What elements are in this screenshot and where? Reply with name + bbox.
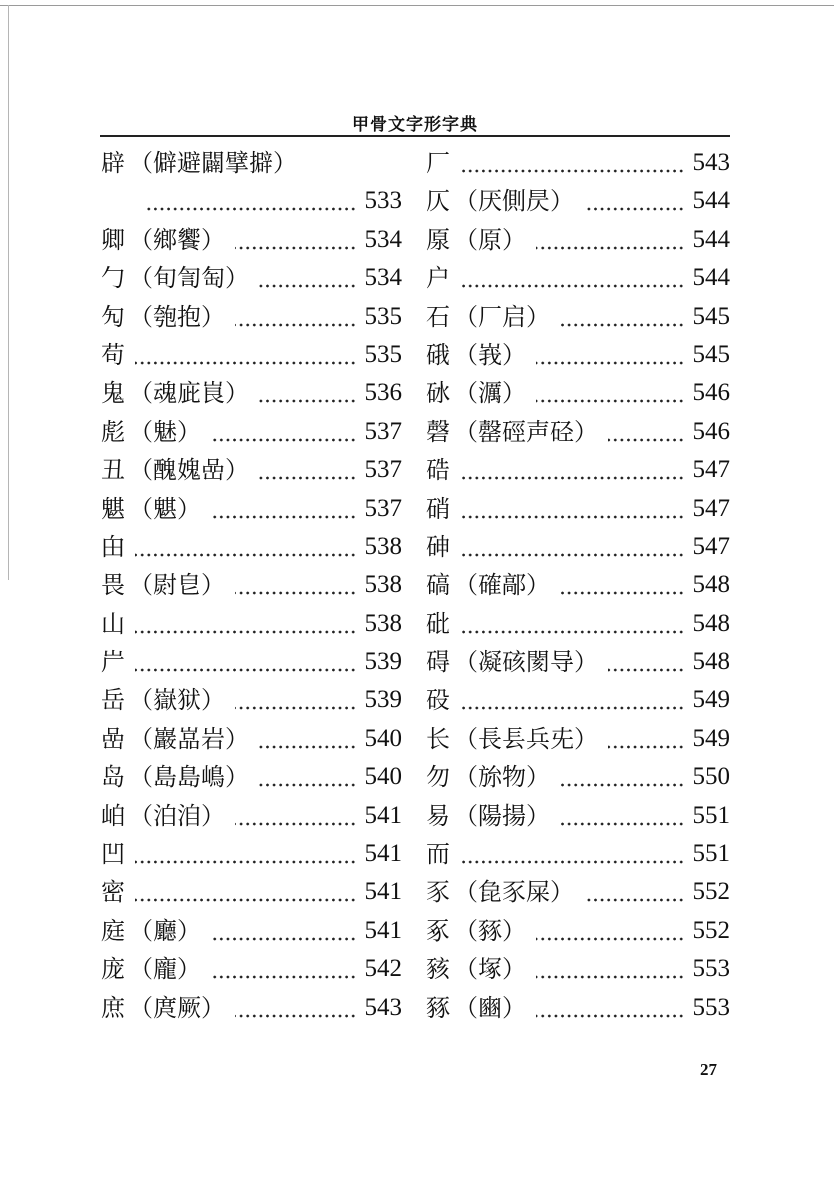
entry-variants: （魅） <box>129 417 201 446</box>
dot-leader <box>259 758 357 796</box>
page-number: 27 <box>700 1060 717 1079</box>
entry-page-number: 538 <box>364 571 402 599</box>
entry-page-number: 551 <box>692 840 730 868</box>
entry-headword: 辟 <box>101 149 125 177</box>
entry-variants: （廳） <box>129 916 201 945</box>
entry-variants: （㷉皀） <box>129 571 225 600</box>
index-entry <box>101 336 402 374</box>
index-entry <box>426 566 730 604</box>
entry-headword: 苟 <box>101 340 125 369</box>
entry-headword: 勼 <box>101 302 125 331</box>
entry-headword: 甶 <box>101 532 125 561</box>
entry-variants: （庹厥） <box>129 993 225 1022</box>
index-entry <box>101 643 402 681</box>
entry-headword: 密 <box>101 878 125 907</box>
entry-headword: 凹 <box>101 840 125 869</box>
index-entry <box>101 835 402 873</box>
entry-headword: 卿 <box>101 225 125 254</box>
entry-variants: （塚） <box>454 955 526 984</box>
index-entry <box>426 144 730 182</box>
index-entry <box>426 221 730 259</box>
entry-page-number: 552 <box>692 878 730 906</box>
entry-variants: （嶽狱） <box>129 686 225 715</box>
entry-page-number: 537 <box>364 417 402 445</box>
entry-variants: （陽揚） <box>454 801 550 830</box>
dot-leader <box>460 490 685 528</box>
index-entry <box>101 720 402 758</box>
dot-leader <box>211 490 357 528</box>
index-entry <box>101 144 402 182</box>
entry-variants: （峩） <box>454 340 526 369</box>
entry-page-number: 550 <box>692 763 730 791</box>
index-entry <box>101 490 402 528</box>
entry-variants: （巖嵓岩） <box>129 724 249 753</box>
entry-variants: （豩） <box>454 916 526 945</box>
dot-leader <box>235 681 357 719</box>
entry-headword: 砒 <box>426 609 450 638</box>
entry-page-number: 539 <box>364 686 402 714</box>
dot-leader <box>560 566 685 604</box>
entry-page-number: 533 <box>364 187 402 215</box>
dot-leader <box>235 221 357 259</box>
entry-headword: 厂 <box>426 149 450 177</box>
entry-variants: （厌側昃） <box>454 187 574 216</box>
entry-page-number: 545 <box>692 302 730 330</box>
entry-page-number: 536 <box>364 379 402 407</box>
entry-page-number: 547 <box>692 532 730 560</box>
index-entry <box>101 221 402 259</box>
index-entry <box>101 528 402 566</box>
entry-headword: 石 <box>426 302 450 331</box>
entry-headword: 硞 <box>426 456 450 485</box>
index-entry <box>101 451 402 489</box>
dot-leader <box>536 221 685 259</box>
entry-page-number: 548 <box>692 571 730 599</box>
dot-leader <box>135 873 357 911</box>
dot-leader <box>235 797 357 835</box>
entry-page-number: 548 <box>692 609 730 637</box>
entry-variants: （僻避闢擘擗） <box>129 149 297 177</box>
entry-variants: （原） <box>454 225 526 254</box>
entry-headword: 碻 <box>426 571 450 600</box>
entry-headword: 磬 <box>426 417 450 446</box>
index-entry <box>101 566 402 604</box>
entry-variants: （醜媿嵒） <box>129 456 249 485</box>
dot-leader <box>211 912 357 950</box>
dot-leader <box>135 643 357 681</box>
dot-leader <box>608 643 685 681</box>
entry-headword: 山 <box>101 609 125 638</box>
entry-variants: （豳） <box>454 993 526 1022</box>
entry-headword: 户 <box>426 264 450 293</box>
dot-leader <box>536 912 685 950</box>
entry-headword: 岛 <box>101 763 125 792</box>
entry-variants: （匏抱） <box>129 302 225 331</box>
entry-headword: 鬼 <box>101 379 125 408</box>
entry-page-number: 544 <box>692 264 730 292</box>
dot-leader <box>584 873 685 911</box>
entry-headword: 勿 <box>426 763 450 792</box>
entry-page-number: 537 <box>364 456 402 484</box>
index-column-right <box>426 144 730 1027</box>
scan-edge-left <box>8 5 9 580</box>
entry-headword: 丑 <box>101 456 125 485</box>
index-column-left <box>101 144 402 1027</box>
entry-variants: （島島嶋） <box>129 763 249 792</box>
dot-leader <box>560 797 685 835</box>
entry-page-number: 541 <box>364 801 402 829</box>
entry-headword: 豕 <box>426 878 450 907</box>
entry-headword: 而 <box>426 840 450 869</box>
dot-leader <box>536 989 685 1027</box>
index-entry <box>101 989 402 1027</box>
dot-leader <box>211 413 357 451</box>
dot-leader <box>135 605 357 643</box>
dot-leader <box>460 528 685 566</box>
entry-page-number: 546 <box>692 379 730 407</box>
entry-variants: （泊洎） <box>129 801 225 830</box>
entry-page-number: 541 <box>364 916 402 944</box>
entry-headword: 岶 <box>101 801 125 830</box>
dot-leader <box>259 374 357 412</box>
entry-headword: 庞 <box>101 955 125 984</box>
entry-variants: （旀物） <box>454 763 550 792</box>
entry-page-number: 535 <box>364 340 402 368</box>
entry-variants: （龐） <box>129 955 201 984</box>
index-entry <box>101 912 402 950</box>
entry-variants: （凝硋閡导） <box>454 648 598 677</box>
index-entry <box>426 528 730 566</box>
entry-page-number: 538 <box>364 609 402 637</box>
dot-leader <box>560 298 685 336</box>
dot-leader <box>460 681 685 719</box>
index-entry <box>101 681 402 719</box>
dot-leader <box>460 451 685 489</box>
index-entry <box>101 298 402 336</box>
index-entry <box>101 873 402 911</box>
entry-headword: 岳 <box>101 686 125 715</box>
index-entry <box>101 413 402 451</box>
entry-page-number: 541 <box>364 840 402 868</box>
entry-page-number: 548 <box>692 648 730 676</box>
dot-leader <box>608 720 685 758</box>
index-entry <box>426 605 730 643</box>
entry-page-number: 534 <box>364 264 402 292</box>
entry-headword: 厡 <box>426 225 450 254</box>
dot-leader <box>235 298 357 336</box>
dot-leader <box>560 758 685 796</box>
index-entry <box>426 643 730 681</box>
entry-headword: 豩 <box>426 993 450 1022</box>
dot-leader <box>135 336 357 374</box>
index-entry <box>426 182 730 220</box>
dot-leader <box>235 989 357 1027</box>
entry-headword: 仄 <box>426 187 450 216</box>
index-entry <box>426 336 730 374</box>
dot-leader <box>135 835 357 873</box>
index-entry <box>426 720 730 758</box>
entry-variants: （確鄗） <box>454 571 550 600</box>
entry-page-number: 543 <box>364 993 402 1021</box>
entry-headword: 豖 <box>426 916 450 945</box>
entry-variants: （魌） <box>129 494 201 523</box>
entry-page-number: 547 <box>692 494 730 522</box>
running-head-title: 甲骨文字形字典 <box>352 115 478 135</box>
entry-page-number: 541 <box>364 878 402 906</box>
entry-page-number: 538 <box>364 532 402 560</box>
entry-page-number: 544 <box>692 225 730 253</box>
entry-headword: 彪 <box>101 417 125 446</box>
index-entry <box>101 182 402 220</box>
entry-headword: 砓 <box>426 686 450 715</box>
dot-leader <box>259 720 357 758</box>
index-entry <box>426 681 730 719</box>
entry-variants: （㲋豕屎） <box>454 878 574 907</box>
dot-leader <box>259 451 357 489</box>
dot-leader <box>536 950 685 988</box>
entry-headword: 长 <box>426 724 450 753</box>
entry-variants: （鄉饗） <box>129 225 225 254</box>
index-entry <box>426 259 730 297</box>
index-entry <box>101 758 402 796</box>
entry-page-number: 534 <box>364 225 402 253</box>
entry-variants: （濿） <box>454 379 526 408</box>
index-entry <box>101 797 402 835</box>
entry-headword: 庭 <box>101 916 125 945</box>
index-entry <box>426 912 730 950</box>
dot-leader <box>460 835 685 873</box>
entry-page-number: 549 <box>692 724 730 752</box>
entry-headword: 豥 <box>426 955 450 984</box>
dot-leader <box>460 144 685 182</box>
entry-headword: 易 <box>426 801 450 830</box>
entry-headword: 庶 <box>101 993 125 1022</box>
dot-leader <box>460 605 685 643</box>
header-rule <box>100 135 730 137</box>
index-entry <box>426 797 730 835</box>
dot-leader <box>584 182 685 220</box>
entry-headword: 砷 <box>426 532 450 561</box>
entry-variants: （罄硜声硁） <box>454 417 598 446</box>
dot-leader <box>211 950 357 988</box>
entry-variants: （魂庛峎） <box>129 379 249 408</box>
entry-page-number: 539 <box>364 648 402 676</box>
scan-edge-top <box>0 5 834 6</box>
dot-leader <box>460 259 685 297</box>
dot-leader <box>536 374 685 412</box>
entry-page-number: 546 <box>692 417 730 445</box>
dot-leader <box>536 336 685 374</box>
entry-headword: 砅 <box>426 379 450 408</box>
index-entry <box>101 259 402 297</box>
entry-page-number: 552 <box>692 916 730 944</box>
index-entry <box>426 758 730 796</box>
entry-page-number: 547 <box>692 456 730 484</box>
dot-leader <box>135 528 357 566</box>
entry-headword: 硪 <box>426 340 450 369</box>
entry-page-number: 551 <box>692 801 730 829</box>
entry-page-number: 537 <box>364 494 402 522</box>
dot-leader <box>608 413 685 451</box>
index-entry <box>426 950 730 988</box>
index-entry <box>426 298 730 336</box>
entry-page-number: 540 <box>364 763 402 791</box>
entry-variants: （厂启） <box>454 302 550 331</box>
entry-headword: 魌 <box>101 494 125 523</box>
entry-page-number: 553 <box>692 993 730 1021</box>
dot-leader <box>235 566 357 604</box>
entry-page-number: 535 <box>364 302 402 330</box>
index-entry <box>101 605 402 643</box>
entry-headword: 畏 <box>101 571 125 600</box>
entry-page-number: 542 <box>364 955 402 983</box>
entry-variants: （長镸兵兂） <box>454 724 598 753</box>
index-entry <box>426 413 730 451</box>
index-entry <box>101 950 402 988</box>
entry-headword: 嵒 <box>101 724 125 753</box>
index-entry <box>426 374 730 412</box>
entry-variants: （旬訇匋） <box>129 264 249 293</box>
dot-leader <box>147 182 357 220</box>
index-entry <box>426 873 730 911</box>
index-entry <box>101 374 402 412</box>
entry-page-number: 543 <box>692 149 730 176</box>
dot-leader <box>259 259 357 297</box>
index-entry <box>426 490 730 528</box>
entry-page-number: 540 <box>364 724 402 752</box>
entry-page-number: 544 <box>692 187 730 215</box>
entry-headword: 勹 <box>101 264 125 293</box>
entry-headword: 硝 <box>426 494 450 523</box>
entry-page-number: 545 <box>692 340 730 368</box>
index-entry <box>426 835 730 873</box>
entry-headword: 碍 <box>426 648 450 677</box>
entry-page-number: 549 <box>692 686 730 714</box>
entry-page-number: 553 <box>692 955 730 983</box>
index-entry <box>426 451 730 489</box>
entry-headword: 屵 <box>101 648 125 677</box>
index-entry <box>426 989 730 1027</box>
